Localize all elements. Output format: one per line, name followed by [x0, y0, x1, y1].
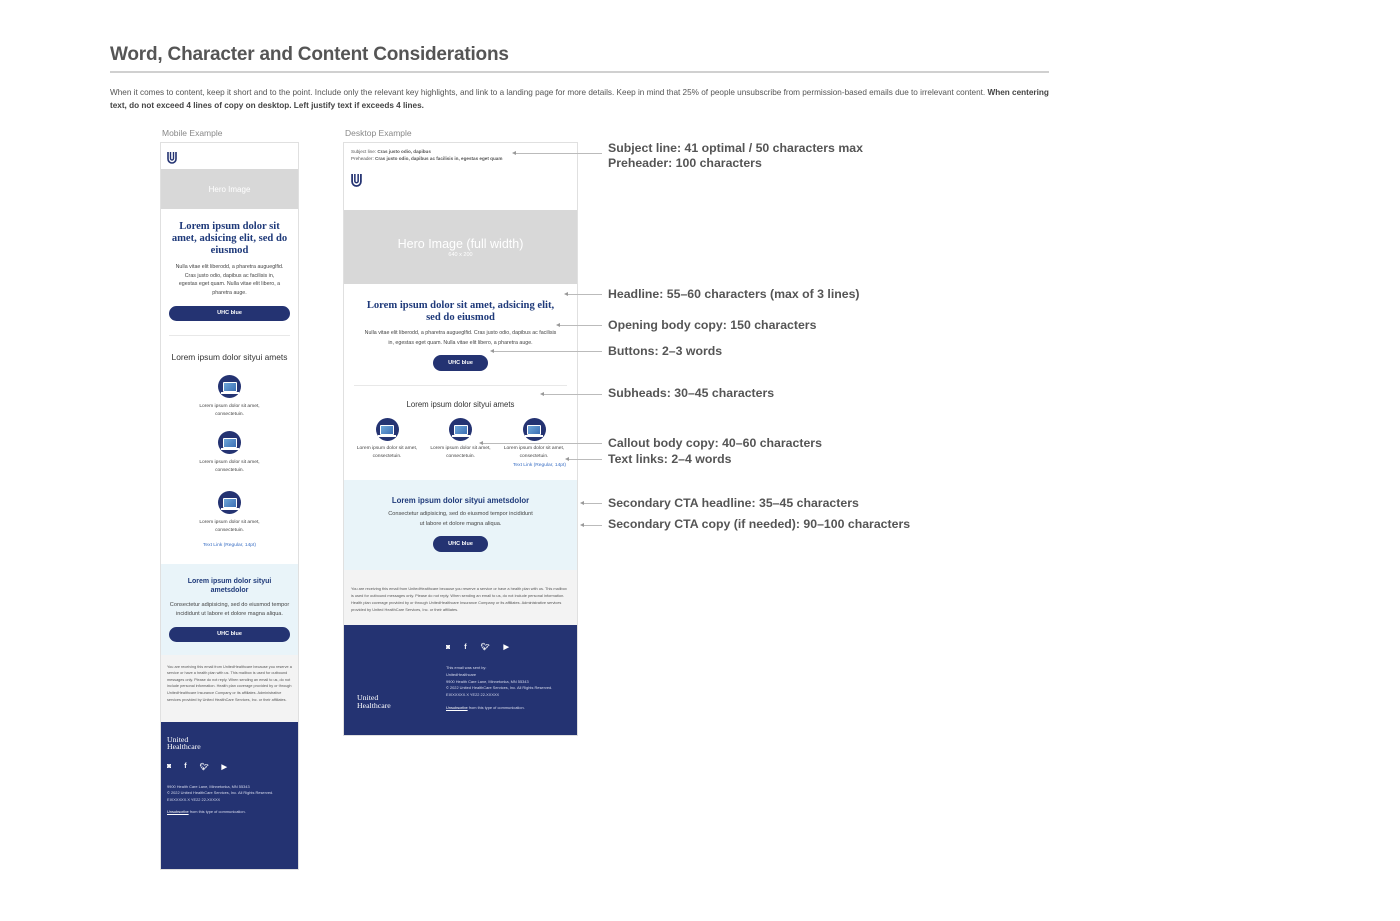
- mobile-secondary-cta: [161, 564, 298, 654]
- mobile-cta-button[interactable]: UHC blue: [169, 627, 290, 642]
- annotation-leader: [514, 153, 602, 154]
- desktop-copyright: © 2022 United HealthCare Services, Inc. All Rights Reserved.: [446, 685, 553, 691]
- desktop-social-icons: [446, 643, 509, 651]
- mobile-social-icons: [167, 763, 292, 771]
- desktop-unsubscribe-text: from this type of communication.: [467, 704, 525, 710]
- desktop-email-example: [343, 142, 578, 736]
- laptop-icon: [218, 491, 241, 514]
- subject-label: Subject line:: [351, 149, 378, 154]
- title-divider: [110, 71, 1049, 73]
- desktop-callout: [428, 418, 494, 460]
- desktop-callout-copy: Lorem ipsum dolor sit amet, consectetuin.: [503, 446, 565, 459]
- annotation-leader: [567, 459, 602, 460]
- desktop-legal-copy: You are receiving this email from UnitedHealthcare because you reserve a service or have a health plan with us. This mailbox is used for outbound messages only. Please do not reply. When sending an email to us, do not include personal information. Health plan coverage provided by or through UnitedHealthcare Insurance Company or its affiliates. Administrative services provided by United HealthCare Services, Inc. or their affiliates.: [351, 586, 567, 612]
- intro-bold-text: When centering text, do not exceed 4 lines of copy on desktop. Left justify text if exceeds 4 lines.: [110, 88, 1049, 110]
- page-title: Word, Character and Content Considerations: [110, 44, 509, 65]
- facebook-icon[interactable]: f: [464, 643, 467, 651]
- annotation-subheads: Subheads: 30–45 characters: [608, 386, 775, 400]
- united-healthcare-logo: [167, 736, 292, 751]
- brand-line-1: United: [357, 693, 379, 702]
- mobile-code: EIXXXXXX.X YE22 22-XXXXX: [167, 796, 221, 802]
- mobile-unsubscribe-link[interactable]: Unsubscribe: [167, 809, 189, 815]
- annotation-cta-copy: Secondary CTA copy (if needed): 90–100 characters: [608, 517, 911, 531]
- desktop-callout-copy: Lorem ipsum dolor sit amet, consectetuin.: [356, 446, 418, 459]
- twitter-icon[interactable]: 🐦︎: [480, 644, 490, 651]
- mobile-copyright: © 2022 United HealthCare Services, Inc. All Rights Reserved.: [167, 790, 274, 796]
- annotation-text-links: Text links: 2–4 words: [608, 452, 732, 466]
- mobile-intro-section: [161, 209, 298, 321]
- desktop-callout-copy: Lorem ipsum dolor sit amet, consectetuin.: [430, 446, 491, 459]
- annotation-leader: [566, 294, 602, 295]
- laptop-icon: [218, 375, 241, 398]
- twitter-icon[interactable]: 🐦︎: [199, 763, 209, 771]
- annotation-leader: [582, 503, 602, 504]
- desktop-example-label: Desktop Example: [345, 128, 412, 138]
- youtube-icon[interactable]: ▶: [503, 644, 509, 651]
- subject-value: Cras justo odio, dapibus: [377, 149, 431, 154]
- annotation-leader: [542, 394, 602, 395]
- mobile-body-copy: Nulla vitae elit liberodd, a pharetra augueglfid. Cras justo odio, dapibus ac facilisis in, egestas eget quam. Nulla vitae elit libero, a pharetra auge.: [175, 264, 284, 296]
- annotation-preheader: Preheader: 100 characters: [608, 156, 762, 170]
- brand-line-2: Healthcare: [357, 700, 391, 710]
- desktop-hero-label: Hero Image (full width): [397, 236, 524, 251]
- mobile-hero-image: [161, 169, 298, 209]
- annotation-leader: [558, 325, 602, 326]
- mobile-email-example: [160, 142, 299, 870]
- youtube-icon[interactable]: ▶: [221, 763, 227, 771]
- mobile-unsubscribe-text: from this type of communication.: [188, 809, 246, 815]
- mobile-callout-copy: Lorem ipsum dolor sit amet, consectetuin.: [199, 520, 260, 533]
- desktop-hero-size: 640 x 200: [448, 251, 473, 258]
- desktop-body-copy: Nulla vitae elit liberodd, a pharetra augueglfid. Cras justo odio, dapibus ac facilisis in, egestas eget quam. Nulla vitae elit libero, a pharetra auge.: [364, 330, 557, 346]
- desktop-sender: UnitedHealthcare: [446, 671, 477, 677]
- facebook-icon[interactable]: f: [184, 763, 187, 771]
- desktop-divider: [354, 385, 567, 386]
- mobile-cta-copy: Consectetur adipisicing, sed do eiusmod tempor incididunt ut labore et dolore magna aliqua.: [169, 602, 290, 617]
- annotation-leader: [582, 525, 602, 526]
- desktop-sent-by: This email was sent by:: [446, 665, 487, 670]
- desktop-unsubscribe-link[interactable]: Unsubscribe: [446, 704, 468, 710]
- mobile-footer: [161, 722, 298, 870]
- desktop-footer-info: [446, 665, 552, 712]
- desktop-cta-headline: Lorem ipsum dolor sityui ametsdolor: [391, 496, 530, 505]
- mobile-uhc-blue-button[interactable]: UHC blue: [169, 306, 290, 321]
- desktop-legal-section: [344, 570, 577, 625]
- desktop-footer: [344, 625, 577, 736]
- brand-line-1: United: [167, 734, 189, 744]
- desktop-secondary-cta: [344, 480, 577, 570]
- desktop-headline: Lorem ipsum dolor sit amet, adsicing elit, sed do eiusmod: [366, 300, 555, 323]
- annotation-buttons: Buttons: 2–3 words: [608, 344, 723, 358]
- mobile-callout-section: [161, 352, 298, 548]
- desktop-text-link[interactable]: Text Link (Regular, 14pt): [512, 463, 566, 468]
- mobile-headline: Lorem ipsum dolor sit amet, adsicing elit, sed do eiusmod: [171, 221, 288, 256]
- mobile-text-link[interactable]: Text Link (Regular, 14pt): [202, 543, 256, 549]
- annotation-leader: [492, 351, 602, 352]
- laptop-icon: [376, 418, 399, 441]
- desktop-cta-button[interactable]: UHC blue: [433, 536, 488, 552]
- desktop-callout: [501, 418, 567, 460]
- desktop-subhead: Lorem ipsum dolor sityui amets: [406, 400, 515, 409]
- annotation-subject: Subject line: 41 optimal / 50 characters max: [608, 141, 863, 155]
- brand-line-2: Healthcare: [167, 742, 201, 752]
- mobile-logo-bar: [161, 143, 298, 169]
- mobile-cta-headline: Lorem ipsum dolor sityui ametsdolor: [187, 578, 272, 595]
- mobile-footer-info: [167, 784, 292, 816]
- mobile-example-label: Mobile Example: [162, 128, 223, 138]
- mobile-legal-copy: You are receiving this email from UnitedHealthcare because you reserve a service or have a health plan with us. This mailbox is used for outbound messages only. Please do not reply. When sending an email to us, do not include personal information. Health plan coverage provided by or through UnitedHealthcare Insurance Company or its affiliates. Administrative services provided by United HealthCare Services, Inc. or their affiliates.: [167, 664, 292, 702]
- intro-text: When it comes to content, keep it short and to the point. Include only the relevant key highlights, and link to a landing page for more details. Keep in mind that 25% of people unsubscribe from permission-based emails due to irrelevant content.: [110, 88, 986, 97]
- mobile-callout-copy: Lorem ipsum dolor sit amet, consectetuin.: [199, 404, 260, 417]
- laptop-icon: [218, 431, 241, 454]
- annotation-callout-copy: Callout body copy: 40–60 characters: [608, 436, 822, 450]
- desktop-intro-section: [344, 284, 577, 371]
- mobile-hero-label: Hero Image: [208, 184, 251, 194]
- desktop-address: 9900 Health Care Lane, Minnetonka, MN 55343: [446, 678, 529, 684]
- mobile-legal-section: [161, 655, 298, 722]
- instagram-icon[interactable]: ◙: [446, 643, 451, 651]
- desktop-hero-image: [344, 210, 577, 284]
- laptop-icon: [523, 418, 546, 441]
- desktop-cta-copy: Consectetur adipisicing, sed do eiusmod tempor incididunt ut labore et dolore magna aliqua.: [388, 511, 533, 527]
- intro-paragraph: [110, 86, 1050, 112]
- desktop-callout-section: [344, 400, 577, 468]
- united-healthcare-logo: [357, 694, 391, 709]
- desktop-code: EIXXXXXX.X YE22 22-XXXXX: [446, 692, 500, 698]
- laptop-icon: [449, 418, 472, 441]
- desktop-callouts: [354, 418, 567, 460]
- uhc-logo-icon: [167, 151, 177, 164]
- desktop-callout: [354, 418, 420, 460]
- mobile-address: 9900 Health Care Lane, Minnetonka, MN 55343: [167, 783, 250, 789]
- annotation-cta-headline: Secondary CTA headline: 35–45 characters: [608, 496, 859, 510]
- annotation-leader: [481, 443, 602, 444]
- mobile-divider: [169, 335, 290, 336]
- desktop-logo-bar: [344, 162, 577, 196]
- preheader-value: Cras justo odio, dapibus ac facilisis in, egestas eget quam: [375, 155, 503, 161]
- desktop-uhc-blue-button[interactable]: UHC blue: [433, 355, 488, 371]
- annotation-headline: Headline: 55–60 characters (max of 3 lines): [608, 287, 860, 301]
- preheader-label: Preheader:: [351, 155, 376, 161]
- instagram-icon[interactable]: ◙: [167, 763, 172, 771]
- annotation-opening-copy: Opening body copy: 150 characters: [608, 318, 817, 332]
- mobile-subhead: Lorem ipsum dolor sityui amets: [171, 352, 288, 363]
- uhc-logo-icon: [351, 172, 362, 188]
- mobile-callout-copy: Lorem ipsum dolor sit amet, consectetuin.: [199, 460, 260, 473]
